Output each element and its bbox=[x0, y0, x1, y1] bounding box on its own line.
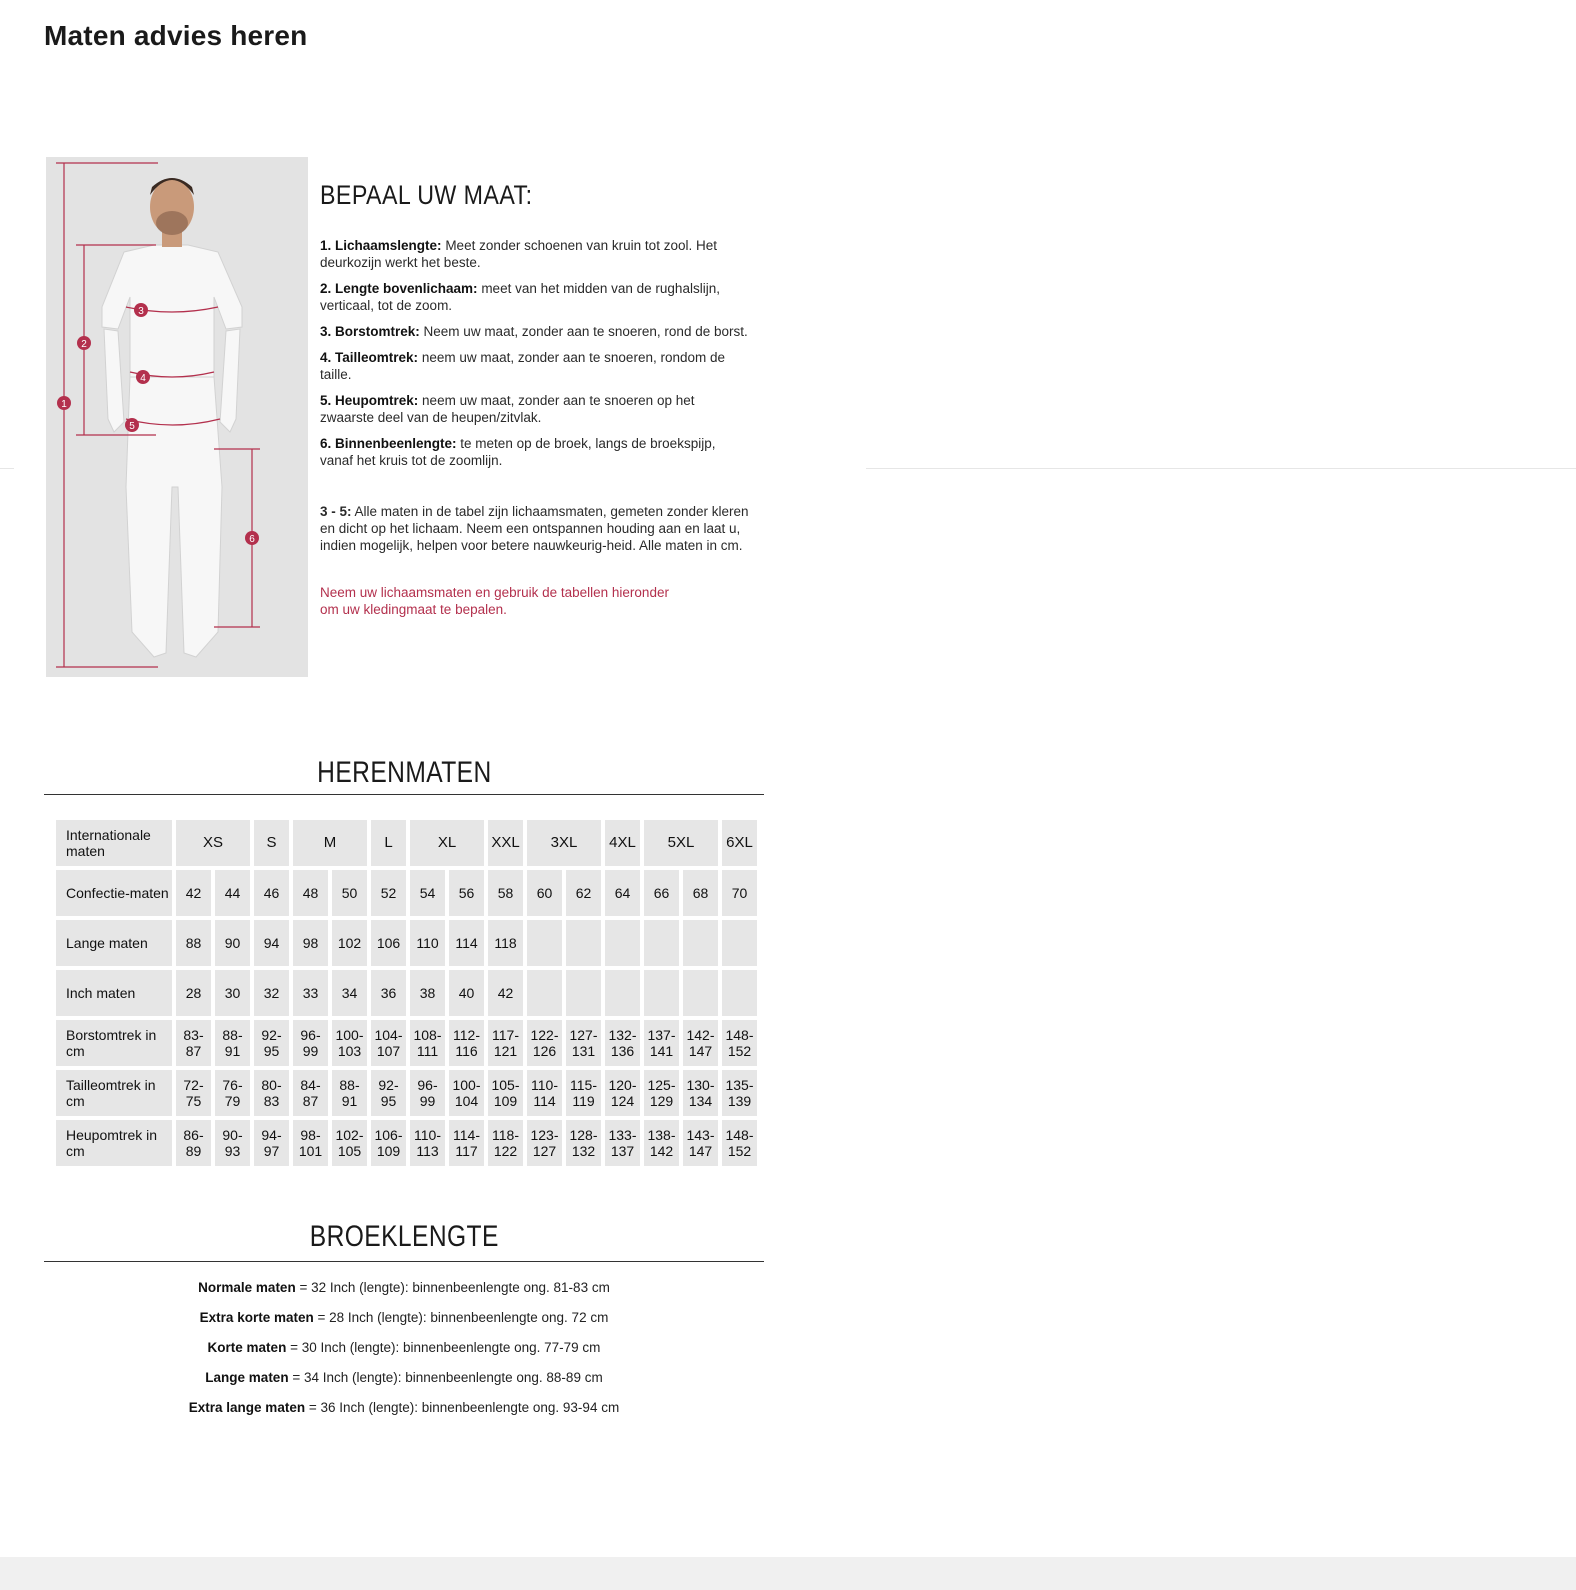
size-cell: 114 bbox=[449, 920, 484, 966]
divider-right bbox=[866, 468, 1576, 469]
size-cell: 102 bbox=[332, 920, 367, 966]
size-cell: 98 bbox=[293, 920, 328, 966]
size-cell: 32 bbox=[254, 970, 289, 1016]
size-cell: 50 bbox=[332, 870, 367, 916]
size-cell: 123-127 bbox=[527, 1120, 562, 1166]
svg-text:6: 6 bbox=[249, 534, 255, 545]
size-cell bbox=[566, 970, 601, 1016]
size-cell: 128-132 bbox=[566, 1120, 601, 1166]
size-cell: 148-152 bbox=[722, 1020, 757, 1066]
size-hint: Neem uw lichaamsmaten en gebruik de tabellen hieronder om uw kledingmaat te bepalen. bbox=[320, 585, 669, 617]
size-cell: 70 bbox=[722, 870, 757, 916]
size-cell: 28 bbox=[176, 970, 211, 1016]
size-cell: 66 bbox=[644, 870, 679, 916]
trouser-length-item: Lange maten = 34 Inch (lengte): binnenbeenlengte ong. 88-89 cm bbox=[205, 1370, 603, 1385]
size-cell: 64 bbox=[605, 870, 640, 916]
step-waist: 4. Tailleomtrek: neem uw maat, zonder aan te snoeren, rondom de taille. bbox=[320, 350, 725, 382]
size-cell: 112-116 bbox=[449, 1020, 484, 1066]
step-body-length: 1. Lichaamslengte: Meet zonder schoenen van kruin tot zool. Het deurkozijn werkt het beste. bbox=[320, 238, 717, 270]
size-cell: 132-136 bbox=[605, 1020, 640, 1066]
size-cell: 33 bbox=[293, 970, 328, 1016]
size-cell: 117-121 bbox=[488, 1020, 523, 1066]
size-cell: 135-139 bbox=[722, 1070, 757, 1116]
size-cell: 130-134 bbox=[683, 1070, 718, 1116]
row-label: Confectie-maten bbox=[56, 870, 172, 916]
size-cell: XL bbox=[410, 820, 484, 866]
size-cell: 96-99 bbox=[410, 1070, 445, 1116]
size-cell: 110-113 bbox=[410, 1120, 445, 1166]
table-row bbox=[56, 870, 757, 916]
size-cell bbox=[527, 970, 562, 1016]
size-cell: 127-131 bbox=[566, 1020, 601, 1066]
size-cell: S bbox=[254, 820, 289, 866]
size-cell: 108-111 bbox=[410, 1020, 445, 1066]
step-chest: 3. Borstomtrek: Neem uw maat, zonder aan te snoeren, rond de borst. bbox=[320, 324, 748, 339]
size-cell bbox=[683, 970, 718, 1016]
size-cell: 115-119 bbox=[566, 1070, 601, 1116]
size-cell: 40 bbox=[449, 970, 484, 1016]
size-table bbox=[52, 816, 761, 1170]
size-cell: 56 bbox=[449, 870, 484, 916]
row-label: Tailleomtrek in cm bbox=[56, 1070, 172, 1116]
size-cell: 118 bbox=[488, 920, 523, 966]
size-cell: 98-101 bbox=[293, 1120, 328, 1166]
size-cell: 90-93 bbox=[215, 1120, 250, 1166]
size-cell: 46 bbox=[254, 870, 289, 916]
size-cell: 60 bbox=[527, 870, 562, 916]
size-cell: 143-147 bbox=[683, 1120, 718, 1166]
trouser-length-item: Korte maten = 30 Inch (lengte): binnenbeenlengte ong. 77-79 cm bbox=[207, 1340, 601, 1355]
size-cell: 122-126 bbox=[527, 1020, 562, 1066]
table-row bbox=[56, 1070, 757, 1116]
size-cell: 44 bbox=[215, 870, 250, 916]
page-title: Maten advies heren bbox=[44, 20, 308, 51]
size-cell: 94-97 bbox=[254, 1120, 289, 1166]
size-cell: 72-75 bbox=[176, 1070, 211, 1116]
trouser-length-item: Normale maten = 32 Inch (lengte): binnenbeenlengte ong. 81-83 cm bbox=[198, 1280, 610, 1295]
size-cell: 92-95 bbox=[254, 1020, 289, 1066]
table-row bbox=[56, 970, 757, 1016]
measurement-guide bbox=[320, 180, 750, 618]
footer-band bbox=[0, 1557, 1576, 1590]
trouser-length-rule bbox=[44, 1261, 764, 1262]
size-cell: 4XL bbox=[605, 820, 640, 866]
svg-text:4: 4 bbox=[140, 373, 146, 384]
trouser-length-list bbox=[44, 1280, 764, 1430]
size-cell: 120-124 bbox=[605, 1070, 640, 1116]
svg-text:1: 1 bbox=[61, 399, 67, 410]
svg-text:5: 5 bbox=[129, 421, 135, 432]
size-cell: XXL bbox=[488, 820, 523, 866]
size-cell bbox=[683, 920, 718, 966]
size-cell: 38 bbox=[410, 970, 445, 1016]
size-cell: 42 bbox=[176, 870, 211, 916]
size-cell: 88 bbox=[176, 920, 211, 966]
svg-text:3: 3 bbox=[138, 306, 144, 317]
size-cell: 110 bbox=[410, 920, 445, 966]
sizes-title-rule bbox=[44, 794, 764, 795]
size-cell: 142-147 bbox=[683, 1020, 718, 1066]
size-cell: 84-87 bbox=[293, 1070, 328, 1116]
size-cell bbox=[644, 970, 679, 1016]
divider-left bbox=[0, 468, 14, 469]
size-cell: 30 bbox=[215, 970, 250, 1016]
size-cell: 106-109 bbox=[371, 1120, 406, 1166]
size-cell bbox=[566, 920, 601, 966]
size-cell: 148-152 bbox=[722, 1120, 757, 1166]
row-label: Lange maten bbox=[56, 920, 172, 966]
size-cell: 100-103 bbox=[332, 1020, 367, 1066]
size-cell bbox=[722, 920, 757, 966]
body-measure-note: 3 - 5: Alle maten in de tabel zijn lichaamsmaten, gemeten zonder kleren en dicht op het lichaam. Neem een ontspannen houding aan en laat u, indien mogelijk, helpen voor betere nauwkeurig-heid. Alle maten in cm. bbox=[320, 504, 749, 553]
table-row bbox=[56, 1020, 757, 1066]
size-cell bbox=[644, 920, 679, 966]
measurement-figure bbox=[46, 157, 308, 677]
size-cell: 94 bbox=[254, 920, 289, 966]
man-measurement-illustration bbox=[46, 157, 308, 677]
trouser-length-item: Extra korte maten = 28 Inch (lengte): binnenbeenlengte ong. 72 cm bbox=[199, 1310, 609, 1325]
row-label: Inch maten bbox=[56, 970, 172, 1016]
size-cell: 96-99 bbox=[293, 1020, 328, 1066]
size-cell: 92-95 bbox=[371, 1070, 406, 1116]
size-cell bbox=[605, 920, 640, 966]
size-cell: 80-83 bbox=[254, 1070, 289, 1116]
size-cell: 137-141 bbox=[644, 1020, 679, 1066]
row-label: Borstomtrek in cm bbox=[56, 1020, 172, 1066]
size-cell: 5XL bbox=[644, 820, 718, 866]
size-cell: 133-137 bbox=[605, 1120, 640, 1166]
size-cell: M bbox=[293, 820, 367, 866]
size-cell: 34 bbox=[332, 970, 367, 1016]
size-cell: 62 bbox=[566, 870, 601, 916]
svg-text:2: 2 bbox=[81, 339, 87, 350]
size-cell: 42 bbox=[488, 970, 523, 1016]
size-cell: 118-122 bbox=[488, 1120, 523, 1166]
size-cell: L bbox=[371, 820, 406, 866]
size-cell: 125-129 bbox=[644, 1070, 679, 1116]
size-cell: 104-107 bbox=[371, 1020, 406, 1066]
step-hip: 5. Heupomtrek: neem uw maat, zonder aan te snoeren op het zwaarste deel van de heupen/zitvlak. bbox=[320, 393, 695, 425]
size-cell: 54 bbox=[410, 870, 445, 916]
sizes-title: HERENMATEN bbox=[316, 756, 492, 789]
table-row bbox=[56, 920, 757, 966]
size-cell: 83-87 bbox=[176, 1020, 211, 1066]
trouser-length-item: Extra lange maten = 36 Inch (lengte): binnenbeenlengte ong. 93-94 cm bbox=[188, 1400, 620, 1415]
size-cell: XS bbox=[176, 820, 250, 866]
size-cell: 110-114 bbox=[527, 1070, 562, 1116]
table-row bbox=[56, 820, 757, 866]
size-cell: 90 bbox=[215, 920, 250, 966]
size-cell bbox=[605, 970, 640, 1016]
size-cell: 36 bbox=[371, 970, 406, 1016]
trouser-length-title: BROEKLENGTE bbox=[309, 1220, 499, 1253]
size-cell: 48 bbox=[293, 870, 328, 916]
size-cell: 58 bbox=[488, 870, 523, 916]
guide-heading: BEPAAL UW MAAT: bbox=[320, 180, 533, 210]
size-cell bbox=[722, 970, 757, 1016]
size-cell: 86-89 bbox=[176, 1120, 211, 1166]
size-cell: 6XL bbox=[722, 820, 757, 866]
size-cell: 52 bbox=[371, 870, 406, 916]
size-cell: 138-142 bbox=[644, 1120, 679, 1166]
size-cell: 76-79 bbox=[215, 1070, 250, 1116]
size-cell bbox=[527, 920, 562, 966]
size-cell: 114-117 bbox=[449, 1120, 484, 1166]
size-cell: 100-104 bbox=[449, 1070, 484, 1116]
size-cell: 3XL bbox=[527, 820, 601, 866]
size-cell: 106 bbox=[371, 920, 406, 966]
size-cell: 102-105 bbox=[332, 1120, 367, 1166]
row-label: Internationale maten bbox=[56, 820, 172, 866]
step-upper-body-length: 2. Lengte bovenlichaam: meet van het midden van de rughalslijn, verticaal, tot de zoom. bbox=[320, 281, 720, 313]
size-cell: 88-91 bbox=[215, 1020, 250, 1066]
size-cell: 88-91 bbox=[332, 1070, 367, 1116]
step-inseam: 6. Binnenbeenlengte: te meten op de broek, langs de broekspijp, vanaf het kruis tot de zoomlijn. bbox=[320, 436, 716, 468]
size-cell: 68 bbox=[683, 870, 718, 916]
table-row bbox=[56, 1120, 757, 1166]
size-cell: 105-109 bbox=[488, 1070, 523, 1116]
row-label: Heupomtrek in cm bbox=[56, 1120, 172, 1166]
